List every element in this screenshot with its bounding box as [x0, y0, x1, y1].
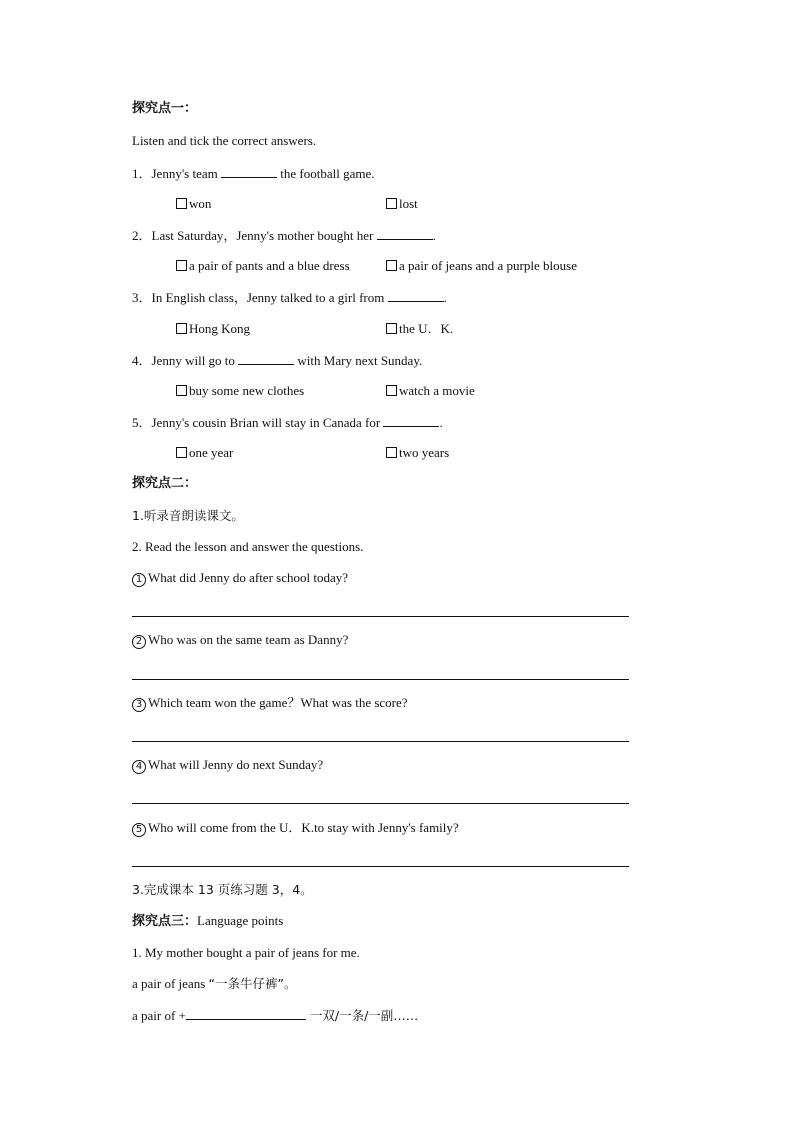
answer-line[interactable] [132, 741, 629, 742]
checkbox-icon[interactable] [386, 260, 397, 271]
answer-line[interactable] [132, 803, 629, 804]
answer-blank[interactable] [388, 289, 444, 302]
circled-number: 4 [132, 760, 146, 774]
checkbox-icon[interactable] [386, 198, 397, 209]
checkbox-icon[interactable] [386, 447, 397, 458]
option-checkbox[interactable]: watch a movie [386, 383, 475, 399]
checkbox-icon[interactable] [176, 447, 187, 458]
listen-question-2: 2．Last Saturday，Jenny's mother bought her . [132, 228, 436, 243]
answer-blank[interactable] [238, 352, 294, 365]
option-checkbox[interactable]: the U．K. [386, 321, 453, 337]
answer-blank[interactable] [186, 1007, 306, 1020]
option-checkbox[interactable]: lost [386, 196, 418, 212]
section2-heading: 探究点二： [132, 476, 198, 491]
section2-item-1: 1.听录音朗读课文。 [132, 508, 244, 523]
section1-heading: 探究点一： [132, 101, 198, 116]
answer-line[interactable] [132, 866, 629, 867]
read-question-4: 4 What will Jenny do next Sunday? [132, 757, 323, 774]
option-checkbox[interactable]: one year [176, 445, 233, 461]
section2-item-3: 3.完成课本 13 页练习题 3，4。 [132, 882, 313, 897]
checkbox-icon[interactable] [386, 323, 397, 334]
option-checkbox[interactable]: buy some new clothes [176, 383, 304, 399]
read-question-2: 2 Who was on the same team as Danny? [132, 632, 348, 649]
circled-number: 3 [132, 698, 146, 712]
option-checkbox[interactable]: a pair of jeans and a purple blouse [386, 258, 577, 274]
checkbox-icon[interactable] [176, 323, 187, 334]
answer-line[interactable] [132, 679, 629, 680]
read-question-3: 3 Which team won the game？What was the score? [132, 695, 408, 712]
checkbox-icon[interactable] [176, 198, 187, 209]
answer-line[interactable] [132, 616, 629, 617]
read-question-1: 1 What did Jenny do after school today? [132, 570, 348, 587]
read-question-5: 5 Who will come from the U．K.to stay with Jenny's family? [132, 820, 459, 837]
option-checkbox[interactable]: two years [386, 445, 449, 461]
section2-item-2: 2. Read the lesson and answer the questions. [132, 539, 364, 554]
circled-number: 2 [132, 635, 146, 649]
option-checkbox[interactable]: a pair of pants and a blue dress [176, 258, 350, 274]
language-point-1: 1. My mother bought a pair of jeans for me. [132, 945, 360, 960]
checkbox-icon[interactable] [176, 385, 187, 396]
language-point-pattern: a pair of + 一双/一条/一副…… [132, 1008, 419, 1023]
answer-blank[interactable] [383, 414, 439, 427]
circled-number: 1 [132, 573, 146, 587]
listen-question-4: 4．Jenny will go to with Mary next Sunday. [132, 353, 423, 368]
listen-question-5: 5．Jenny's cousin Brian will stay in Canada for . [132, 415, 443, 430]
checkbox-icon[interactable] [386, 385, 397, 396]
section3-heading: 探究点三：Language points [132, 913, 284, 929]
answer-blank[interactable] [377, 227, 433, 240]
answer-blank[interactable] [221, 165, 277, 178]
circled-number: 5 [132, 823, 146, 837]
option-checkbox[interactable]: won [176, 196, 211, 212]
listen-question-3: 3．In English class，Jenny talked to a girl from . [132, 290, 447, 305]
language-point-explanation: a pair of jeans “一条牛仔裤”。 [132, 976, 297, 991]
checkbox-icon[interactable] [176, 260, 187, 271]
option-checkbox[interactable]: Hong Kong [176, 321, 250, 337]
listen-question-1: 1．Jenny's team the football game. [132, 166, 375, 181]
section1-instruction: Listen and tick the correct answers. [132, 133, 317, 148]
